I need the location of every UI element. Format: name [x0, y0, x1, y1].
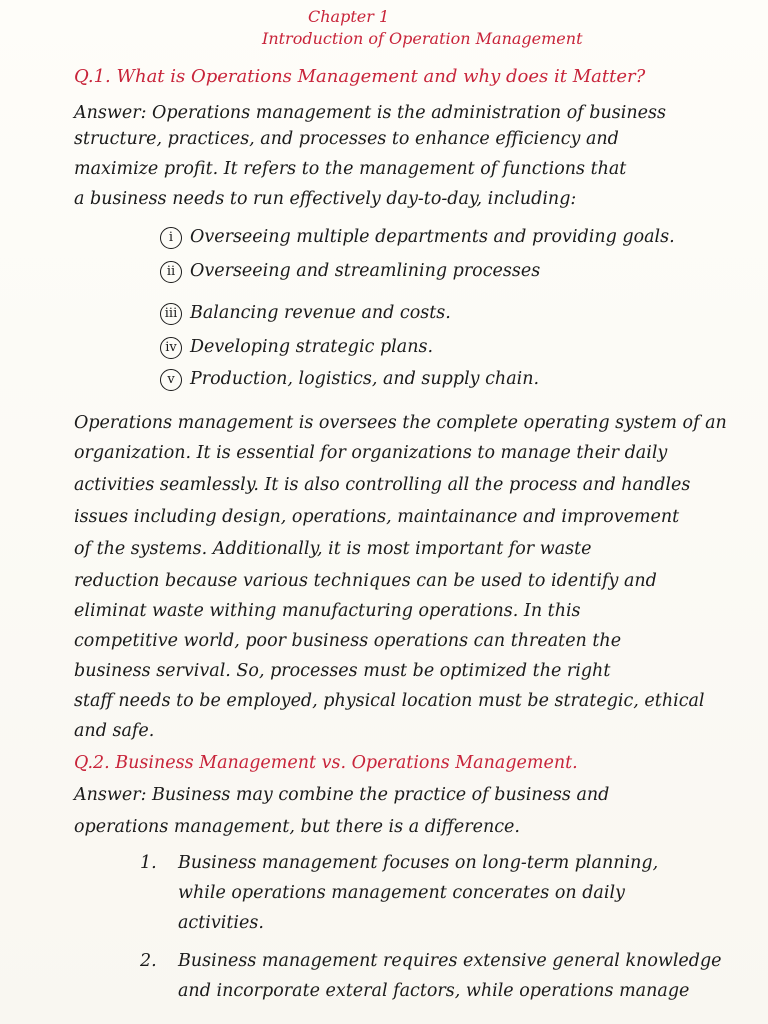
list-item-text: Balancing revenue and costs.	[190, 303, 451, 323]
list-item-text: Developing strategic plans.	[190, 337, 434, 357]
numbered-point	[140, 950, 722, 972]
q1-answer-line: a business needs to run effectively day-to-day, including:	[74, 189, 577, 209]
q2-answer-line: operations management, but there is a difference.	[74, 817, 520, 837]
list-marker: v	[160, 369, 182, 391]
q1-answer-line: structure, practices, and processes to enhance efficiency and	[74, 129, 619, 149]
chapter-heading: Chapter 1	[308, 7, 390, 26]
paragraph-line: competitive world, poor business operations can threaten the	[74, 631, 622, 651]
question-2-heading: Q.2. Business Management vs. Operations Management.	[74, 753, 578, 773]
list-item	[160, 260, 540, 283]
point-line: Business management focuses on long-term planning,	[178, 853, 659, 873]
paragraph-line: business servival. So, processes must be optimized the right	[74, 661, 611, 681]
paragraph-line: and safe.	[74, 721, 155, 741]
list-item-text: Overseeing multiple departments and providing goals.	[190, 227, 675, 247]
list-item-text: Overseeing and streamlining processes	[190, 261, 541, 281]
paragraph-line: reduction because various techniques can be used to identify and	[74, 571, 657, 591]
list-marker: iv	[160, 337, 182, 359]
point-line: activities.	[178, 913, 264, 933]
list-marker: i	[160, 227, 182, 249]
point-line: and incorporate exteral factors, while operations manage	[178, 981, 690, 1001]
point-number: 2.	[140, 951, 157, 971]
paragraph-line: staff needs to be employed, physical location must be strategic, ethical	[74, 691, 705, 711]
q1-answer-line: Answer: Operations management is the administration of business	[74, 103, 666, 123]
paragraph-line: issues including design, operations, maintainance and improvement	[74, 507, 680, 527]
point-line: while operations management concerates on daily	[178, 883, 625, 903]
paragraph-line: organization. It is essential for organizations to manage their daily	[74, 443, 668, 463]
list-marker: iii	[160, 303, 182, 325]
point-number: 1.	[140, 853, 157, 873]
list-item	[160, 336, 433, 359]
list-marker: ii	[160, 261, 182, 283]
chapter-title: Introduction of Operation Management	[262, 29, 583, 48]
point-line: Business management requires extensive general knowledge	[178, 951, 722, 971]
q2-answer-line: Answer: Business may combine the practice of business and	[74, 785, 610, 805]
list-item	[160, 226, 675, 249]
paragraph-line: Operations management is oversees the complete operating system of an	[74, 413, 727, 433]
numbered-point	[140, 852, 658, 874]
question-1-heading: Q.1. What is Operations Management and why does it Matter?	[74, 66, 646, 87]
list-item	[160, 368, 539, 391]
q1-answer-line: maximize profit. It refers to the management of functions that	[74, 159, 627, 179]
paragraph-line: eliminat waste withing manufacturing operations. In this	[74, 601, 581, 621]
paragraph-line: of the systems. Additionally, it is most important for waste	[74, 539, 592, 559]
list-item-text: Production, logistics, and supply chain.	[190, 369, 540, 389]
list-item	[160, 302, 451, 325]
paragraph-line: activities seamlessly. It is also controlling all the process and handles	[74, 475, 691, 495]
